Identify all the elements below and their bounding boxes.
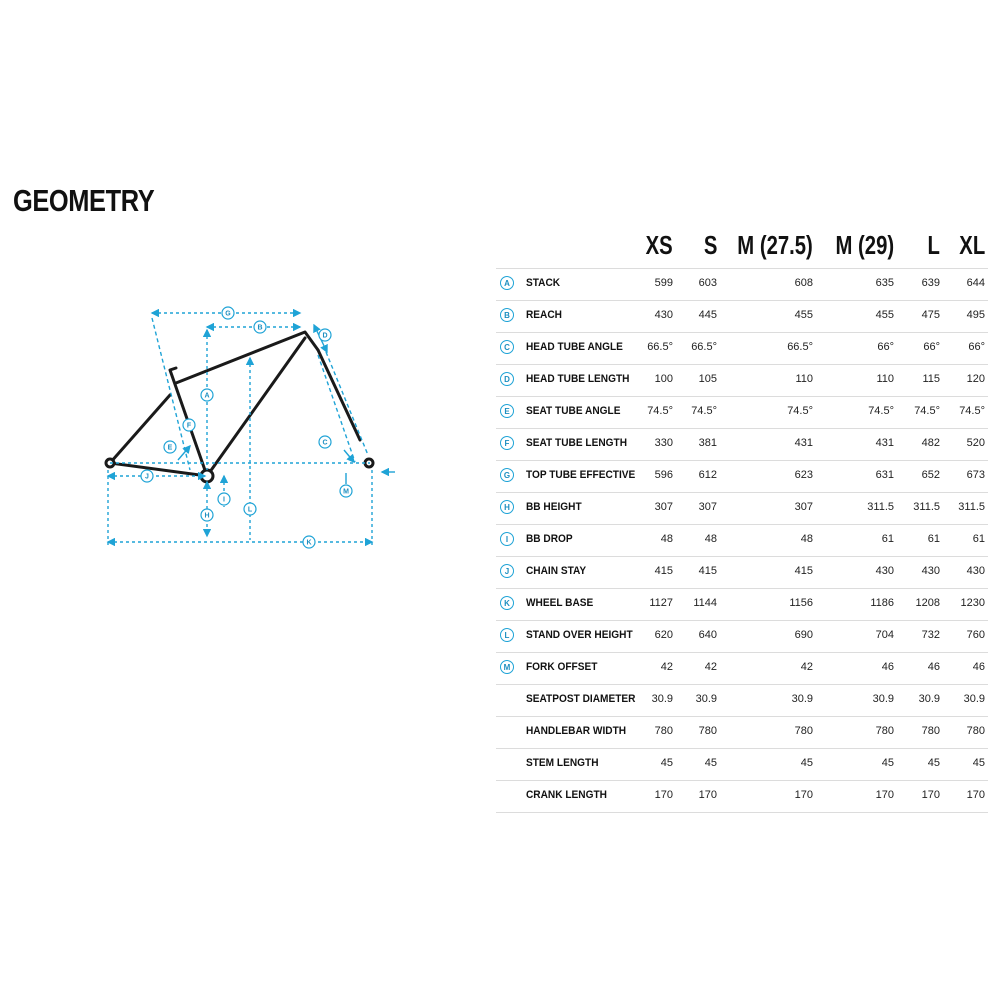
size-header-l: L	[927, 230, 940, 260]
row-value: 780	[875, 725, 894, 737]
row-value: 415	[654, 565, 673, 577]
row-value: 45	[972, 757, 985, 769]
row-value: 520	[966, 437, 985, 449]
row-value: 45	[927, 757, 940, 769]
marker-g	[222, 307, 234, 319]
row-value: 48	[704, 533, 717, 545]
table-row	[496, 589, 988, 621]
row-value: 623	[794, 469, 813, 481]
row-value: 381	[698, 437, 717, 449]
marker-b	[254, 321, 266, 333]
row-value: 61	[927, 533, 940, 545]
row-value: 330	[654, 437, 673, 449]
row-code-badge: H	[500, 500, 514, 514]
row-value: 74.5°	[914, 405, 940, 417]
row-value: 1156	[789, 597, 813, 609]
svg-text:I: I	[223, 496, 225, 504]
marker-h	[201, 509, 213, 521]
row-value: 644	[966, 277, 985, 289]
row-value: 48	[660, 533, 673, 545]
row-value: 455	[794, 309, 813, 321]
row-value: 760	[966, 629, 985, 641]
svg-text:L: L	[247, 506, 253, 514]
marker-a	[201, 389, 213, 401]
row-value: 170	[875, 789, 894, 801]
row-value: 690	[794, 629, 813, 641]
marker-k	[303, 536, 315, 548]
row-code-badge: C	[500, 340, 514, 354]
geometry-table	[496, 230, 988, 813]
table-row	[496, 397, 988, 429]
row-value: 732	[921, 629, 940, 641]
row-label: BB HEIGHT	[526, 501, 582, 513]
row-value: 445	[698, 309, 717, 321]
row-label: SEATPOST DIAMETER	[526, 693, 636, 705]
svg-text:H: H	[204, 512, 210, 520]
table-row	[496, 365, 988, 397]
page-title: GEOMETRY	[13, 183, 155, 218]
row-value: 30.9	[918, 693, 940, 705]
row-code-badge: D	[500, 372, 514, 386]
row-value: 170	[794, 789, 813, 801]
row-value: 307	[698, 501, 717, 513]
row-value: 45	[660, 757, 673, 769]
size-header-m29: M (29)	[835, 230, 894, 260]
row-value: 61	[881, 533, 894, 545]
row-value: 612	[698, 469, 717, 481]
svg-text:G: G	[225, 310, 231, 318]
row-label: STEM LENGTH	[526, 757, 599, 769]
table-row	[496, 781, 988, 813]
row-value: 74.5°	[787, 405, 813, 417]
row-value: 66°	[968, 341, 985, 353]
row-value: 608	[794, 277, 813, 289]
row-label: CRANK LENGTH	[526, 789, 607, 801]
row-value: 415	[698, 565, 717, 577]
row-label: BB DROP	[526, 533, 573, 545]
row-value: 110	[876, 373, 894, 385]
row-value: 66.5°	[691, 341, 717, 353]
table-row	[496, 621, 988, 653]
row-value: 704	[875, 629, 894, 641]
row-value: 430	[966, 565, 985, 577]
row-code-badge: A	[500, 276, 514, 290]
table-row	[496, 301, 988, 333]
row-value: 780	[921, 725, 940, 737]
row-value: 475	[921, 309, 940, 321]
row-value: 110	[795, 373, 813, 385]
row-value: 42	[800, 661, 813, 673]
row-value: 455	[875, 309, 894, 321]
row-value: 42	[660, 661, 673, 673]
row-value: 45	[704, 757, 717, 769]
size-header-m275: M (27.5)	[737, 230, 813, 260]
row-value: 311.5	[913, 501, 940, 513]
row-value: 635	[875, 277, 894, 289]
svg-text:B: B	[257, 324, 263, 332]
svg-text:K: K	[306, 539, 312, 547]
row-value: 307	[654, 501, 673, 513]
row-value: 30.9	[963, 693, 985, 705]
row-value: 30.9	[651, 693, 673, 705]
row-value: 46	[881, 661, 894, 673]
svg-text:D: D	[322, 332, 328, 340]
row-value: 46	[972, 661, 985, 673]
row-value: 780	[698, 725, 717, 737]
table-body	[496, 268, 988, 813]
marker-e	[164, 441, 176, 453]
marker-c	[319, 436, 331, 448]
row-value: 482	[921, 437, 940, 449]
size-header-xs: XS	[645, 230, 673, 260]
row-value: 170	[654, 789, 673, 801]
svg-text:F: F	[186, 422, 192, 430]
row-value: 74.5°	[959, 405, 985, 417]
row-label: HEAD TUBE ANGLE	[526, 341, 623, 353]
table-row	[496, 685, 988, 717]
row-value: 311.5	[867, 501, 894, 513]
row-value: 673	[966, 469, 985, 481]
row-value: 431	[875, 437, 894, 449]
table-row	[496, 717, 988, 749]
row-value: 307	[794, 501, 813, 513]
row-value: 30.9	[695, 693, 717, 705]
table-row	[496, 653, 988, 685]
row-value: 1186	[870, 597, 894, 609]
row-code-badge: K	[500, 596, 514, 610]
marker-j	[141, 470, 153, 482]
table-row	[496, 461, 988, 493]
row-value: 430	[875, 565, 894, 577]
row-value: 640	[698, 629, 717, 641]
row-value: 599	[654, 277, 673, 289]
row-label: SEAT TUBE LENGTH	[526, 437, 628, 449]
marker-d	[319, 329, 331, 341]
geometry-diagram	[95, 295, 405, 560]
row-value: 66.5°	[787, 341, 813, 353]
table-header-row	[496, 230, 988, 268]
row-value: 120	[966, 373, 985, 385]
table-row	[496, 268, 988, 301]
marker-i	[218, 493, 230, 505]
table-row	[496, 493, 988, 525]
row-value: 652	[921, 469, 940, 481]
row-code-badge: M	[500, 660, 514, 674]
row-value: 415	[794, 565, 813, 577]
table-row	[496, 749, 988, 781]
row-value: 74.5°	[647, 405, 673, 417]
row-label: FORK OFFSET	[526, 661, 598, 673]
row-value: 631	[875, 469, 894, 481]
row-code-badge: B	[500, 308, 514, 322]
row-value: 430	[654, 309, 673, 321]
row-value: 74.5°	[868, 405, 894, 417]
row-value: 170	[921, 789, 940, 801]
row-label: HANDLEBAR WIDTH	[526, 725, 627, 737]
row-value: 170	[698, 789, 717, 801]
size-header-xl: XL	[959, 230, 985, 260]
svg-text:J: J	[145, 473, 149, 481]
row-value: 115	[922, 373, 940, 385]
svg-text:M: M	[343, 488, 349, 496]
marker-l	[244, 503, 256, 515]
row-value: 620	[654, 629, 673, 641]
row-label: WHEEL BASE	[526, 597, 594, 609]
row-code-badge: G	[500, 468, 514, 482]
row-value: 780	[966, 725, 985, 737]
row-value: 30.9	[791, 693, 813, 705]
row-value: 431	[794, 437, 813, 449]
row-value: 495	[966, 309, 985, 321]
row-value: 311.5	[958, 501, 985, 513]
row-code-badge: E	[500, 404, 514, 418]
row-value: 30.9	[872, 693, 894, 705]
table-row	[496, 557, 988, 589]
svg-text:C: C	[322, 439, 328, 447]
table-row	[496, 525, 988, 557]
row-value: 100	[654, 373, 673, 385]
row-code-badge: L	[500, 628, 514, 642]
row-value: 74.5°	[691, 405, 717, 417]
row-code-badge: F	[500, 436, 514, 450]
row-value: 45	[881, 757, 894, 769]
row-code-badge: J	[500, 564, 514, 578]
size-header-s: S	[703, 230, 717, 260]
row-value: 66.5°	[647, 341, 673, 353]
row-value: 170	[966, 789, 985, 801]
svg-text:A: A	[204, 392, 210, 400]
table-row	[496, 333, 988, 365]
row-label: STAND OVER HEIGHT	[526, 629, 633, 641]
row-value: 66°	[923, 341, 940, 353]
row-value: 639	[921, 277, 940, 289]
row-value: 596	[654, 469, 673, 481]
row-value: 1230	[960, 597, 985, 609]
row-value: 1208	[915, 597, 940, 609]
row-code-badge: I	[500, 532, 514, 546]
table-row	[496, 429, 988, 461]
row-label: REACH	[526, 309, 562, 321]
row-label: SEAT TUBE ANGLE	[526, 405, 621, 417]
svg-text:E: E	[167, 444, 173, 452]
frame-outline	[110, 332, 360, 476]
row-value: 780	[794, 725, 813, 737]
row-value: 1144	[693, 597, 717, 609]
row-value: 48	[800, 533, 813, 545]
row-value: 1127	[649, 597, 673, 609]
row-value: 780	[654, 725, 673, 737]
row-value: 61	[972, 533, 985, 545]
row-label: TOP TUBE EFFECTIVE	[526, 469, 636, 481]
row-value: 66°	[877, 341, 894, 353]
row-label: HEAD TUBE LENGTH	[526, 373, 630, 385]
row-value: 105	[698, 373, 717, 385]
row-value: 603	[698, 277, 717, 289]
marker-f	[183, 419, 195, 431]
bottom-bracket	[201, 470, 213, 482]
row-value: 46	[927, 661, 940, 673]
row-label: CHAIN STAY	[526, 565, 587, 577]
row-value: 45	[800, 757, 813, 769]
row-label: STACK	[526, 277, 561, 289]
row-value: 430	[921, 565, 940, 577]
row-value: 42	[704, 661, 717, 673]
marker-m	[340, 485, 352, 497]
